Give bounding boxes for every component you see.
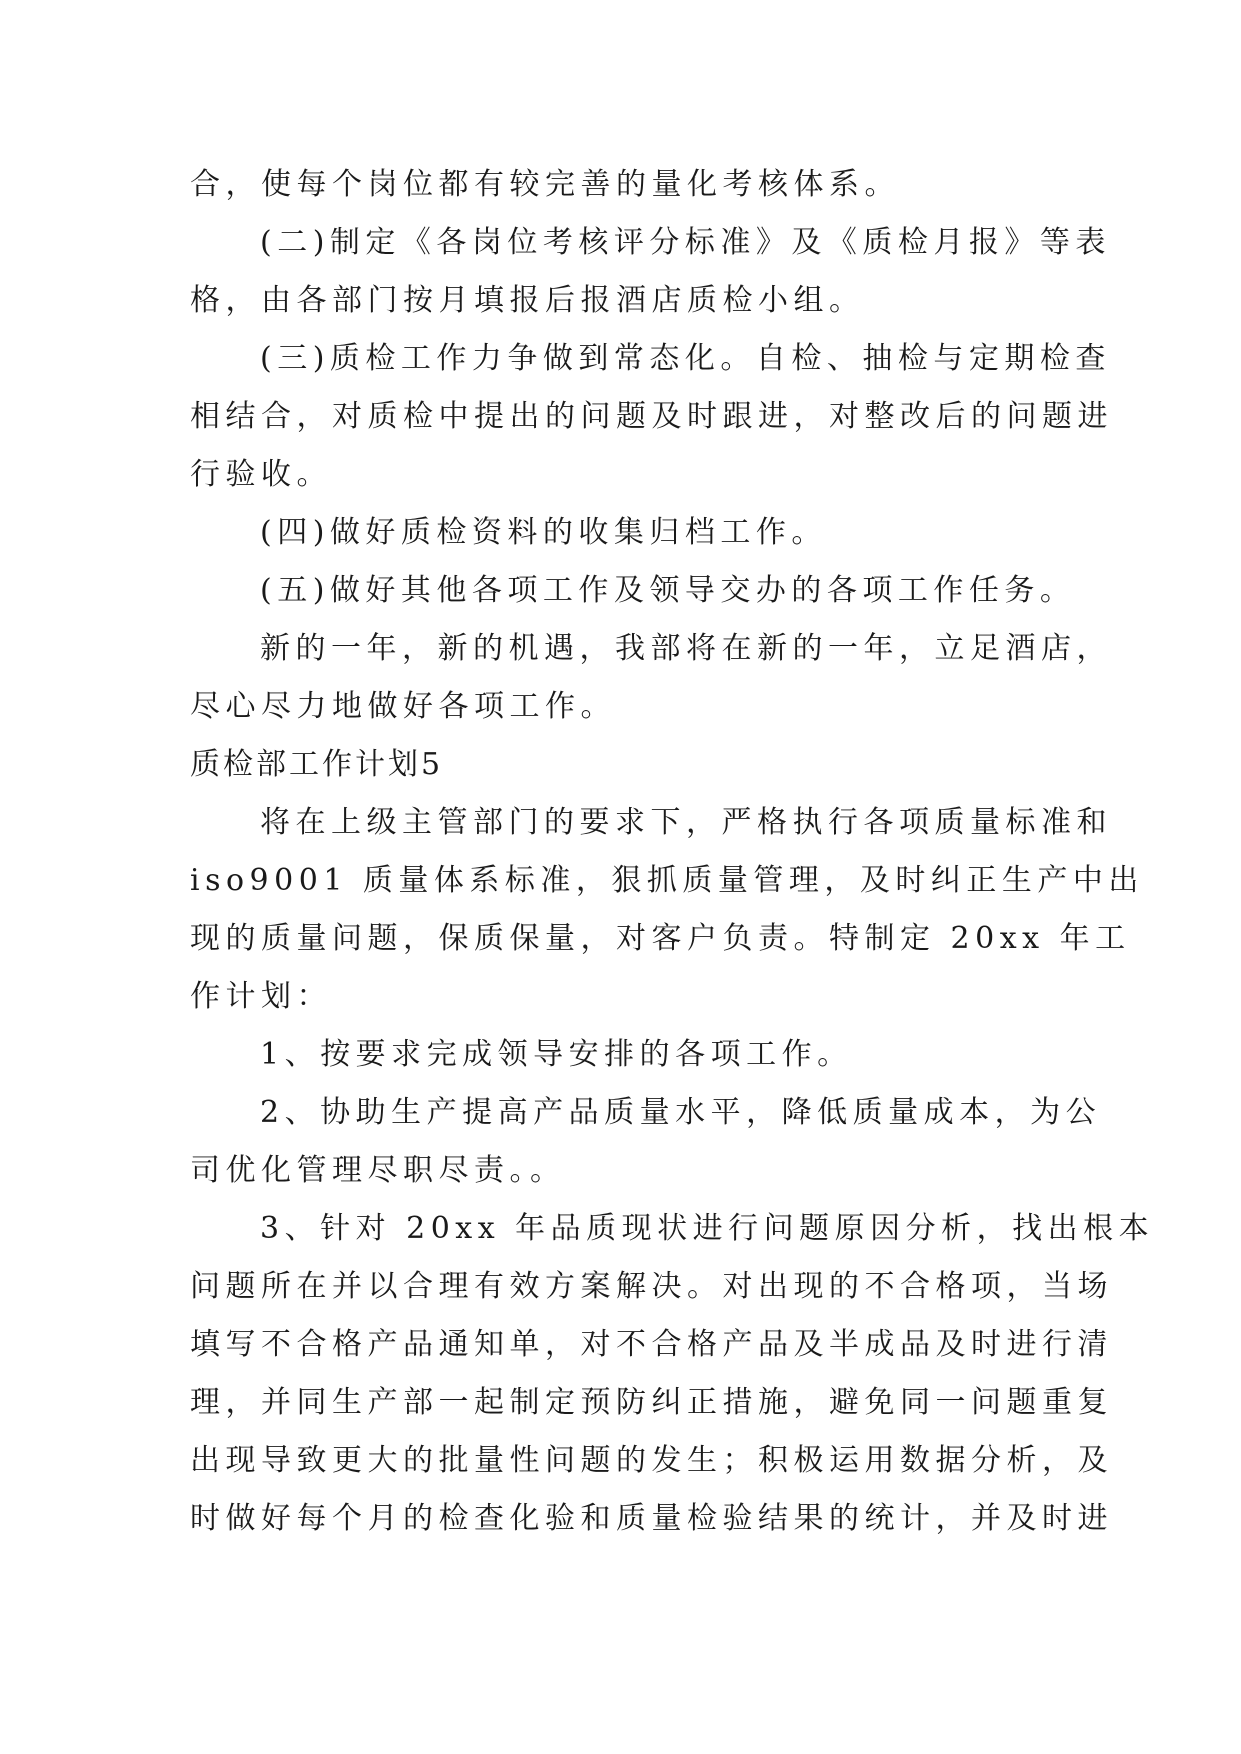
paragraph-line: 行验收。 <box>190 457 332 492</box>
list-item-line: 1、按要求完成领导安排的各项工作。 <box>260 1037 853 1072</box>
paragraph-line: 理，并同生产部一起制定预防纠正措施，避免同一问题重复 <box>190 1385 1113 1420</box>
paragraph-line: (五)做好其他各项工作及领导交办的各项工作任务。 <box>260 573 1076 608</box>
paragraph-line: 新的一年，新的机遇，我部将在新的一年，立足酒店， <box>260 631 1112 666</box>
paragraph-line: 尽心尽力地做好各项工作。 <box>190 689 616 724</box>
paragraph-line: 合，使每个岗位都有较完善的量化考核体系。 <box>190 167 900 202</box>
paragraph-line: 填写不合格产品通知单，对不合格产品及半成品及时进行清 <box>190 1327 1113 1362</box>
paragraph-line: 司优化管理尽职尽责。。 <box>190 1153 566 1188</box>
paragraph-line: 出现导致更大的批量性问题的发生；积极运用数据分析，及 <box>190 1443 1113 1478</box>
list-item-line: 3、针对 20xx 年品质现状进行问题原因分析，找出根本 <box>260 1211 1155 1246</box>
paragraph-line: (二)制定《各岗位考核评分标准》及《质检月报》等表 <box>260 225 1111 260</box>
paragraph-line: 现的质量问题，保质保量，对客户负责。特制定 20xx 年工 <box>190 921 1131 956</box>
paragraph-line: 问题所在并以合理有效方案解决。对出现的不合格项，当场 <box>190 1269 1113 1304</box>
paragraph-line: 格，由各部门按月填报后报酒店质检小组。 <box>190 283 865 318</box>
paragraph-line: 相结合，对质检中提出的问题及时跟进，对整改后的问题进 <box>190 399 1113 434</box>
paragraph-line: 作计划： <box>190 979 332 1014</box>
paragraph-line: iso9001 质量体系标准，狠抓质量管理，及时纠正生产中出 <box>190 863 1144 898</box>
paragraph-line: (三)质检工作力争做到常态化。自检、抽检与定期检查 <box>260 341 1111 376</box>
paragraph-line: 时做好每个月的检查化验和质量检验结果的统计，并及时进 <box>190 1501 1113 1536</box>
paragraph-line: (四)做好质检资料的收集归档工作。 <box>260 515 827 550</box>
list-item-line: 2、协助生产提高产品质量水平，降低质量成本，为公 <box>260 1095 1102 1130</box>
paragraph-line: 将在上级主管部门的要求下，严格执行各项质量标准和 <box>260 805 1112 840</box>
section-heading: 质检部工作计划5 <box>190 747 444 782</box>
